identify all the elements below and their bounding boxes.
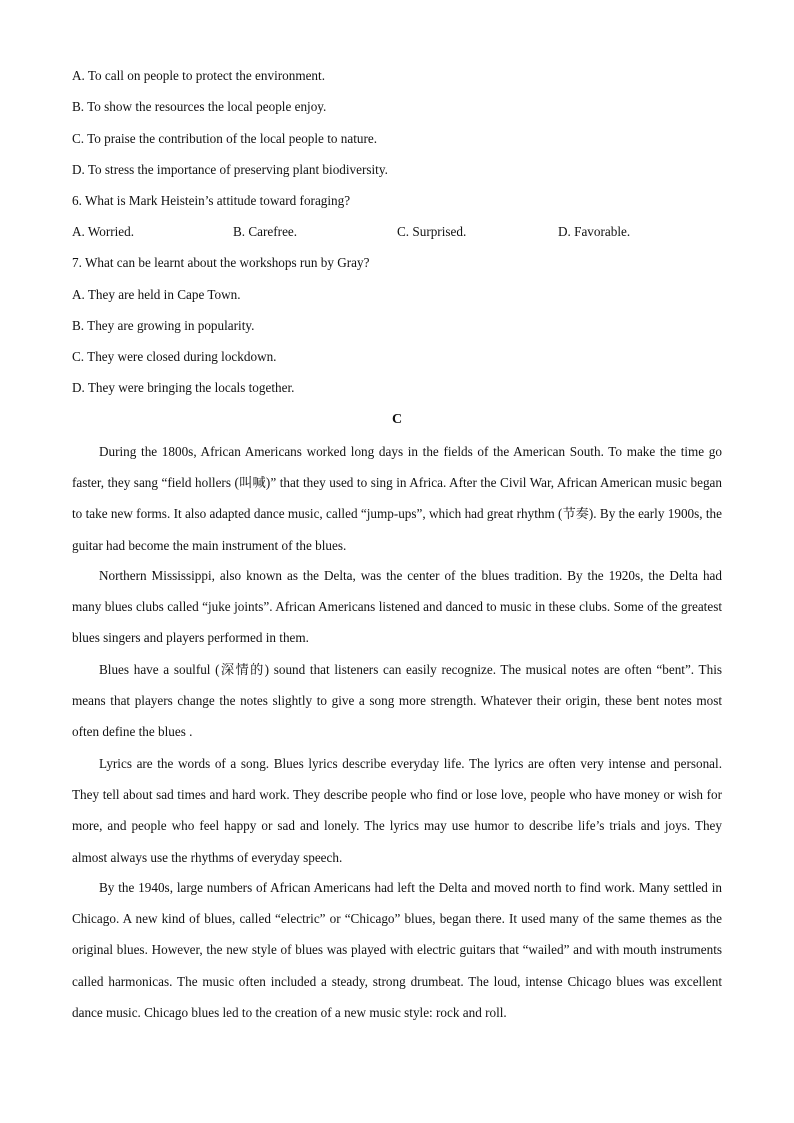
q6-option-a: A. Worried. [72,224,135,239]
q5-option-d: D. To stress the importance of preserving plant biodiversity. [72,162,388,177]
q6-option-c: C. Surprised. [397,224,467,239]
q7-option-c: C. They were closed during lockdown. [72,349,277,364]
q6-option-d: D. Favorable. [558,224,631,239]
passage-paragraph-5: By the 1940s, large numbers of African Americans had left the Delta and moved north to find work. Many settled in Chicago. A new kind of blues, called “electric” or “Chicago” blues, began there. It used many of the same themes as the original blues. However, the new style of blues was played with electric guitars that “wailed” and with mouth instruments called harmonicas. The music often included a steady, strong drumbeat. The loud, intense Chicago blues was excellent dance music. Chicago blues led to the creation of a new music style: rock and roll. [72,880,722,1020]
section-heading: C [391,412,403,427]
q7-question: 7. What can be learnt about the workshops run by Gray? [72,255,370,270]
passage-paragraph-2: Northern Mississippi, also known as the Delta, was the center of the blues tradition. By the 1920s, the Delta had many blues clubs called “juke joints”. African Americans listened and danced to music in these clubs. Some of the greatest blues singers and players performed in them. [72,568,722,646]
passage-paragraph-3: Blues have a soulful (深情的) sound that listeners can easily recognize. The musical notes are often “bent”. This means that players change the notes slightly to give a song more strength. Whatever their origin, these bent notes most often define the blues . [72,662,722,740]
passage-paragraph-1: During the 1800s, African Americans worked long days in the fields of the American South. To make the time go faster, they sang “field hollers (叫喊)” that they used to sing in Africa. After the Civil War, African American music began to take new forms. It also adapted dance music, called “jump-ups”, which had great rhythm (节奏). By the early 1900s, the guitar had become the main instrument of the blues. [72,444,722,553]
passage-paragraph-4: Lyrics are the words of a song. Blues lyrics describe everyday life. The lyrics are often very intense and personal. They tell about sad times and hard work. They describe people who find or lose love, people who have money or wish for more, and people who feel happy or sad and lonely. The lyrics may use humor to describe life’s trials and joys. They almost always use the rhythms of everyday speech. [72,756,722,865]
q5-option-c: C. To praise the contribution of the local people to nature. [72,131,377,146]
q5-option-b: B. To show the resources the local people enjoy. [72,99,327,114]
q7-option-b: B. They are growing in popularity. [72,318,255,333]
q5-option-a: A. To call on people to protect the environment. [72,68,325,83]
q7-option-d: D. They were bringing the locals together. [72,380,295,395]
q6-question: 6. What is Mark Heistein’s attitude toward foraging? [72,193,351,208]
q6-option-b: B. Carefree. [233,224,298,239]
q7-option-a: A. They are held in Cape Town. [72,287,241,302]
